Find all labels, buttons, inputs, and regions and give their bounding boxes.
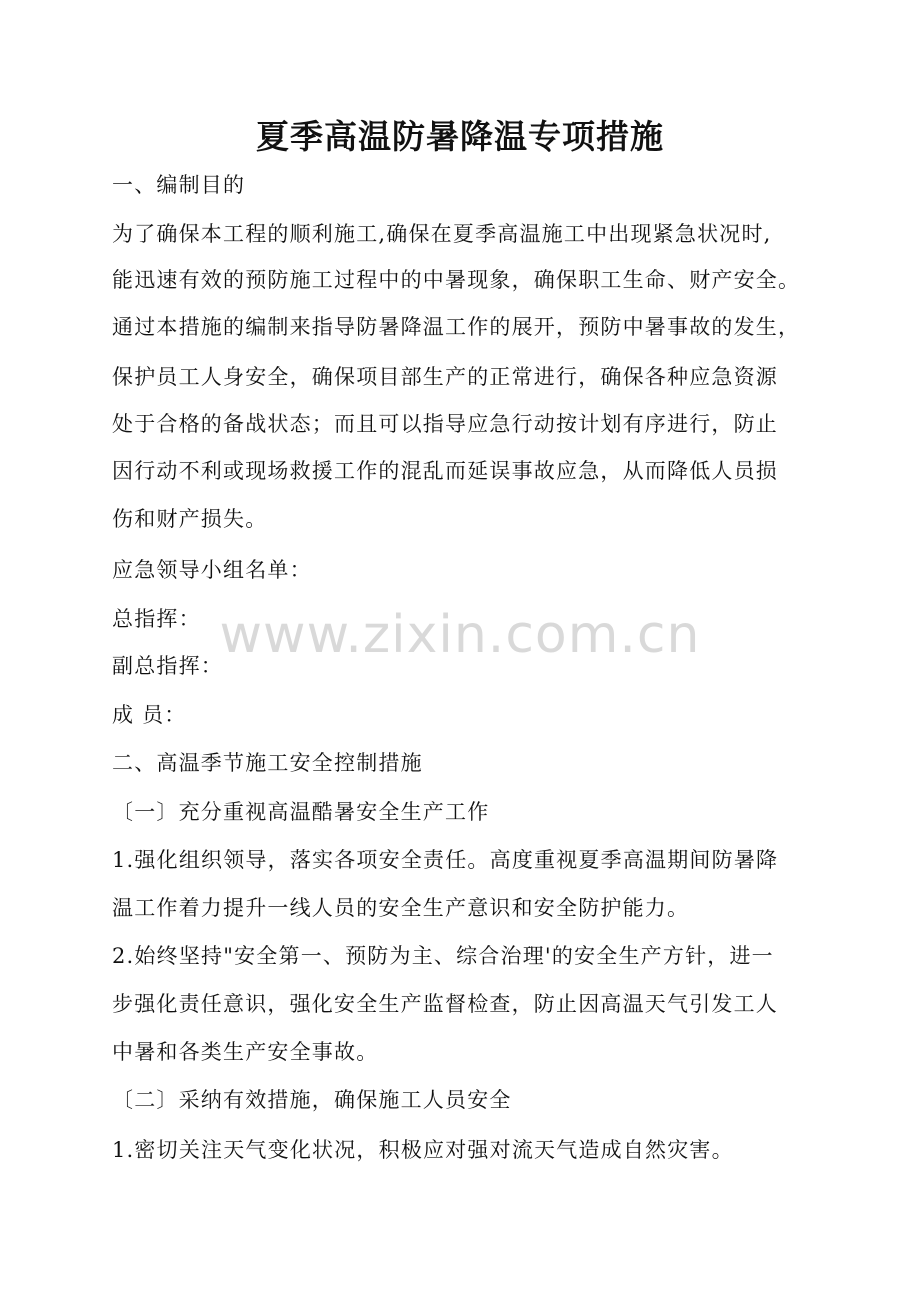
paragraph-line: 为了确保本工程的顺利施工,确保在夏季高温施工中出现紧急状况时, (112, 222, 772, 246)
paragraph-line: 温工作着力提升一线人员的安全生产意识和安全防护能力。 (112, 896, 690, 920)
section-heading: 一、编制目的 (112, 173, 246, 197)
list-item: 成 员： (112, 703, 187, 727)
paragraph-line: 1.强化组织领导，落实各项安全责任。高度重视夏季高温期间防暑降 (112, 848, 779, 872)
document-title: 夏季高温防暑降温专项措施 (256, 117, 664, 156)
watermark: www.zixin.com.cn (219, 605, 701, 665)
paragraph-line: 处于合格的备战状态；而且可以指导应急行动按计划有序进行，防止 (112, 412, 778, 436)
paragraph-line: 因行动不利或现场救援工作的混乱而延误事故应急，从而降低人员损 (112, 459, 778, 483)
subsection-heading: 〔二〕采纳有效措施，确保施工人员安全 (112, 1088, 512, 1112)
section-heading: 二、高温季节施工安全控制措施 (112, 751, 423, 775)
list-item: 副总指挥： (112, 654, 223, 678)
paragraph-line: 保护员工人身安全，确保项目部生产的正常进行，确保各种应急资源 (112, 365, 778, 389)
paragraph-line: 中暑和各类生产安全事故。 (112, 1040, 379, 1064)
paragraph-line: 步强化责任意识，强化安全生产监督检查，防止因高温天气引发工人 (112, 992, 778, 1016)
paragraph-line: 能迅速有效的预防施工过程中的中暑现象，确保职工生命、财产安全。 (112, 268, 801, 292)
paragraph-line: 1.密切关注天气变化状况，积极应对强对流天气造成自然灾害。 (112, 1138, 734, 1162)
paragraph-line: 伤和财产损失。 (112, 507, 268, 531)
paragraph-line: 通过本措施的编制来指导防暑降温工作的展开，预防中暑事故的发生， (112, 315, 801, 339)
list-item: 总指挥： (112, 607, 201, 631)
subsection-heading: 〔一〕充分重视高温酷暑安全生产工作 (112, 800, 490, 824)
paragraph-line: 2.始终坚持"安全第一、预防为主、综合治理'的安全生产方针，进一 (112, 944, 774, 968)
list-heading: 应急领导小组名单： (112, 558, 312, 582)
